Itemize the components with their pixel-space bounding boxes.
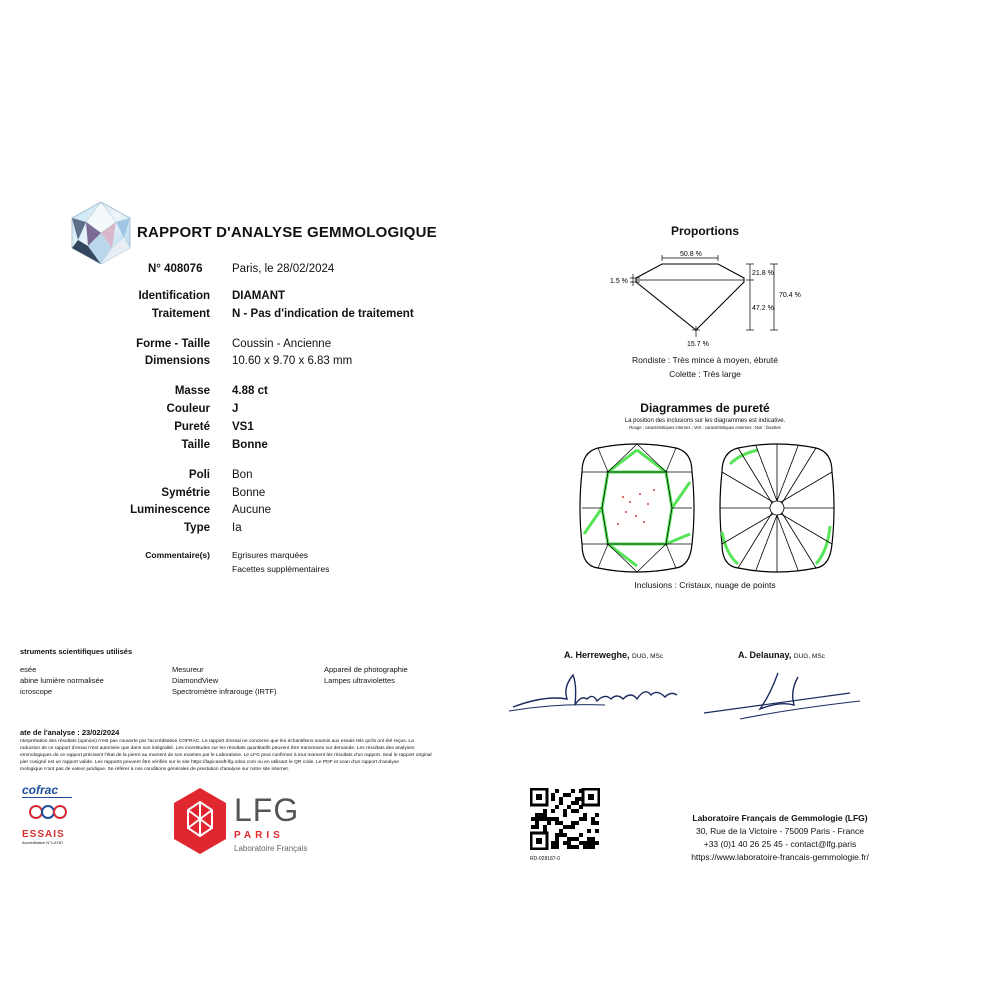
signatory-1: A. Herreweghe, DUG, MSc bbox=[564, 650, 664, 660]
qr-code[interactable]: RD-028187-0 bbox=[530, 788, 600, 858]
legal-text: nterprétation des résultats (opinion) n'est pas couverte par l'accréditation COFRAC. Le rapport d'essai ne concerne que les échantillons soumis aux essais tels qu'ils ont été reçus. La roduction de ce rapport d'essai n'est autorisée que dans son intégralité. Les incertitudes sur les résultats quantitatifs peuvent être transmises sur demande. Les résultats des analyses emmologiques de ce rapport précisent l'état de la pierre au moment de son examen par le Laboratoire. Le LFG peut confirmer à tout moment les résultats d'un rapport. Seul le rapport original pier cosigné est un rapport valide. Les rapports peuvent être vérifiés sur le site https://lapicasoft-lfg.odoo.com ou en utilisant le QR code. Le PDF et scan d'un rapport d'analyse mologique n'ont pas de valeur juridique. Se référer à nos conditions générales de prestation d'analyse sur notre site internet. bbox=[20, 739, 432, 772]
lab-address: 30, Rue de la Victoire - 75009 Paris - France bbox=[695, 826, 865, 836]
cofrac-logo: cofrac ESSAIS Accréditation N°1-6767 bbox=[22, 783, 84, 858]
culet-pct: 15.7 % bbox=[687, 341, 709, 348]
lfg-logo: LFG PARIS Laboratoire Français bbox=[170, 786, 330, 858]
purity-diagram-pavilion bbox=[718, 442, 836, 574]
crown-pct: 21.8 % bbox=[752, 270, 774, 277]
lab-contact[interactable]: +33 (0)1 40 26 25 45 - contact@lfg.paris bbox=[703, 839, 857, 849]
lfg-hexagon-icon bbox=[170, 786, 230, 856]
total-depth-pct: 70.4 % bbox=[779, 292, 801, 299]
report-number: N° 408076 bbox=[148, 263, 203, 275]
signature-herreweghe bbox=[505, 665, 695, 720]
purity-note-1: La position des inclusions sur les diagrammes est indicative. bbox=[624, 418, 786, 424]
lab-address-block bbox=[660, 812, 900, 864]
rondiste-text: Rondiste : Très mince à moyen, ébruté bbox=[632, 355, 778, 365]
signatory-2: A. Delaunay, DUG, MSc bbox=[738, 650, 825, 660]
analysis-date: ate de l'analyse : 23/02/2024 bbox=[20, 728, 120, 737]
report-title: RAPPORT D'ANALYSE GEMMOLOGIQUE bbox=[137, 224, 437, 241]
lab-website[interactable]: https://www.laboratoire-francais-gemmologie.fr/ bbox=[691, 852, 869, 862]
instruments-col-2: Mesureur DiamondView Spectromètre infrarouge (IRTF) bbox=[172, 665, 277, 696]
girdle-pct: 1.5 % bbox=[610, 278, 628, 285]
colette-text: Colette : Très large bbox=[669, 369, 741, 379]
lab-name: Laboratoire Français de Gemmologie (LFG) bbox=[692, 813, 868, 823]
table-pct: 50.8 % bbox=[680, 251, 702, 258]
purity-note-2: Rouge : caractéristiques internes ; Vert : caractéristiques externes ; Noir : facettes bbox=[629, 425, 781, 430]
proportions-diagram bbox=[600, 245, 820, 350]
purity-diagram-crown bbox=[578, 442, 696, 574]
instruments-col-1: esée abine lumière normalisée icroscope bbox=[20, 665, 104, 696]
gem-logo-icon bbox=[68, 200, 134, 266]
instruments-heading: struments scientifiques utilisés bbox=[20, 647, 133, 656]
instruments-col-3: Appareil de photographie Lampes ultraviolettes bbox=[324, 665, 408, 685]
report-place-date: Paris, le 28/02/2024 bbox=[232, 263, 335, 275]
purity-title: Diagrammes de pureté bbox=[640, 401, 770, 415]
inclusions-text: Inclusions : Cristaux, nuage de points bbox=[634, 580, 776, 590]
pavilion-pct: 47.2 % bbox=[752, 305, 774, 312]
signature-delaunay bbox=[700, 665, 870, 725]
proportions-title: Proportions bbox=[671, 224, 739, 238]
